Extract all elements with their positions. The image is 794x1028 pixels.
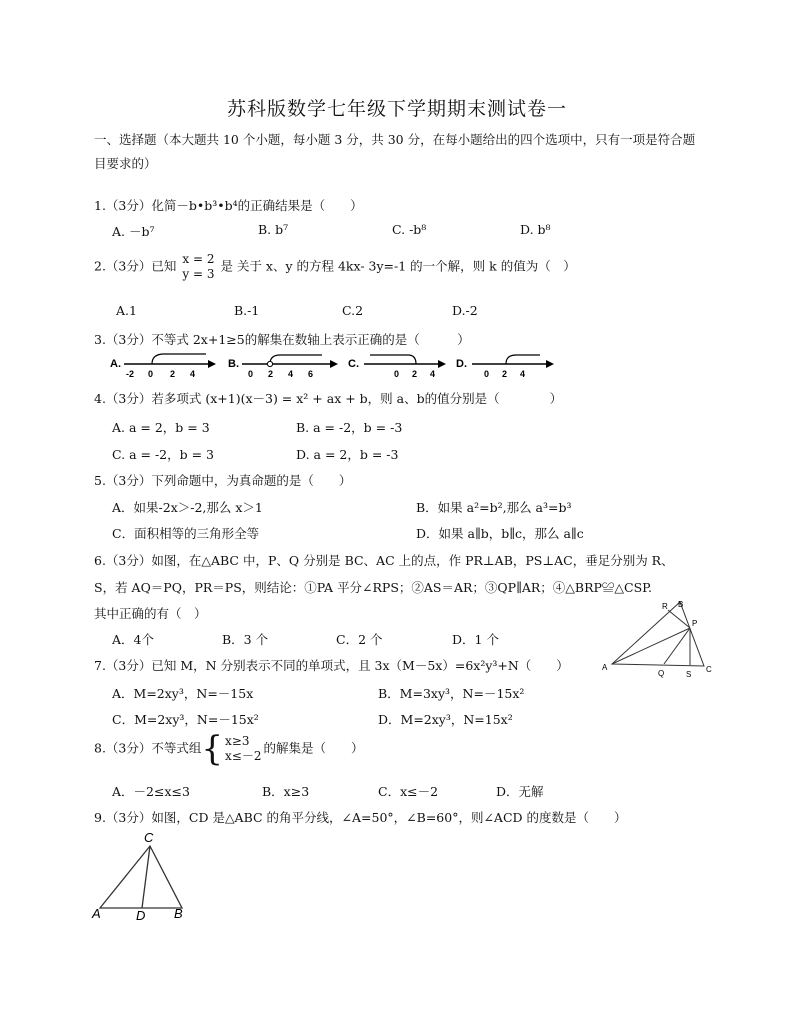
q6-triangle-figure — [598, 598, 718, 682]
q8-option-d: D．无解 — [496, 784, 544, 799]
q3-d-arrow — [546, 360, 554, 368]
q2-option-a: A.1 — [116, 303, 137, 318]
q6-label-s: S — [686, 670, 692, 679]
q3-a-solution-ray — [152, 354, 206, 364]
q3-c-arrow — [438, 360, 446, 368]
q3-a-arrow — [208, 360, 216, 368]
question-8-stem — [94, 729, 364, 769]
q3-b-endpoint — [267, 361, 272, 366]
q7-option-a: A．M=2xy³，N=－15x — [112, 686, 254, 701]
q2-option-d: D.-2 — [452, 303, 478, 318]
q3-b-tick-3: 4 — [288, 369, 294, 379]
q5-option-b: B．如果 a²=b²,那么 a³=b³ — [416, 500, 572, 515]
q3-c-label: C. — [348, 358, 359, 370]
q6-label-q: Q — [658, 669, 665, 678]
q3-c-tick-1: 0 — [394, 369, 400, 379]
question-3-stem: 3.（3分）不等式 2x+1≥5的解集在数轴上表示正确的是（ ） — [94, 332, 470, 347]
q1-option-c: C. -b⁸ — [392, 222, 427, 237]
q3-c-tick-3: 4 — [430, 369, 436, 379]
q2-equation-2: y = 3 — [182, 267, 215, 281]
q3-c-solution-ray — [370, 355, 416, 364]
q4-option-b: B. a = -2，b = -3 — [296, 420, 403, 435]
q6-label-a: A — [602, 663, 608, 672]
q3-d-solution-ray — [506, 355, 540, 364]
q6-label-r: R — [662, 602, 668, 611]
question-1-stem: 1.（3分）化简－b•b³•b⁴的正确结果是（ ） — [94, 198, 363, 213]
q6-option-c: C．2 个 — [336, 632, 383, 647]
q7-option-c: C．M=2xy³，N=－15x² — [112, 712, 259, 727]
q9-label-c: C — [144, 830, 154, 845]
q4-option-c: C. a = -2，b = 3 — [112, 447, 214, 462]
q3-a-tick-4: 4 — [190, 369, 196, 379]
page-title: 苏科版数学七年级下学期期末测试卷一 — [226, 98, 567, 120]
q8-inequality-2: x≤－2 — [225, 749, 262, 763]
q2-rest: 是 关于 x、y 的方程 4kx- 3y=-1 的一个解，则 k 的值为（ ） — [220, 258, 576, 274]
question-9-stem: 9.（3分）如图，CD 是△ABC 的角平分线，∠A=50°，∠B=60°，则∠ACD 的度数是（ ） — [94, 810, 627, 825]
q8-brace: { — [201, 729, 224, 769]
section-heading: 一、选择题（本大题共 10 个小题，每小题 3 分，共 30 分，在每小题给出的四个选项中，只有一项是符合题目要求的） — [94, 132, 696, 171]
q6-label-b: B — [678, 600, 684, 609]
q3-d-label: D. — [456, 358, 467, 370]
q9-label-b: B — [174, 906, 183, 921]
q3-b-solution-ray — [270, 355, 322, 364]
question-7-stem: 7.（3分）已知 M，N 分别表示不同的单项式，且 3x（M－5x）=6x²y³+N（ ） — [94, 658, 569, 673]
question-4-stem: 4.（3分）若多项式 (x+1)(x－3) = x² + ax + b，则 a、b的值分别是（ ） — [94, 391, 563, 406]
q3-d-tick-1: 0 — [484, 369, 490, 379]
q3-b-tick-4: 6 — [308, 369, 314, 379]
q2-number: 2.（3分）已知 — [94, 258, 177, 274]
q3-c-tick-2: 2 — [412, 369, 418, 379]
q1-option-a: A. －b⁷ — [112, 224, 155, 239]
q3-a-tick-1: -2 — [126, 369, 135, 379]
q7-option-d: D．M=2xy³，N=15x² — [378, 712, 513, 727]
q2-equation-1: x = 2 — [182, 252, 215, 266]
q8-inequality-1: x≥3 — [225, 734, 250, 748]
q1-option-d: D. b⁸ — [520, 222, 551, 237]
q3-b-tick-1: 0 — [248, 369, 254, 379]
q8-number: 8.（3分）不等式组 — [94, 740, 202, 756]
q3-number-lines — [108, 350, 568, 380]
q9-label-a: A — [92, 906, 101, 921]
q4-option-a: A. a = 2，b = 3 — [112, 420, 210, 435]
q6-option-d: D．1 个 — [452, 632, 499, 647]
q5-option-a: A．如果-2x＞-2,那么 x＞1 — [112, 500, 263, 515]
q3-b-arrow — [330, 360, 338, 368]
q3-a-tick-3: 2 — [170, 369, 176, 379]
q2-option-b: B.-1 — [234, 303, 260, 318]
q3-b-label: B. — [228, 358, 239, 370]
q6-option-b: B．3 个 — [222, 632, 269, 647]
q5-option-c: C．面积相等的三角形全等 — [112, 526, 260, 541]
question-6-line-2: S，若 AQ＝PQ，PR＝PS，则结论：①PA 平分∠RPS；②AS＝AR；③QP∥AR；④△BRP≌△CSP. — [94, 580, 653, 595]
q8-option-b: B．x≥3 — [262, 784, 310, 799]
q6-segment-pq — [664, 628, 690, 664]
q3-b-tick-2: 2 — [268, 369, 274, 379]
q9-label-d: D — [136, 908, 146, 923]
q9-triangle-abc — [100, 846, 182, 908]
question-2-stem — [94, 252, 576, 282]
q6-label-c: C — [706, 665, 712, 674]
q9-triangle-figure — [88, 828, 198, 924]
q6-option-a: A．4个 — [112, 632, 154, 647]
question-6-line-3: 其中正确的有（ ） — [94, 606, 207, 621]
q2-equation-system — [182, 252, 214, 282]
q6-label-p: P — [692, 619, 698, 628]
q8-rest: 的解集是（ ） — [263, 740, 364, 756]
q7-option-b: B．M=3xy³，N=－15x² — [378, 686, 525, 701]
q3-d-tick-2: 2 — [502, 369, 508, 379]
q3-d-tick-3: 4 — [520, 369, 526, 379]
question-6-line-1: 6.（3分）如图，在△ABC 中，P、Q 分别是 BC、AC 上的点，作 PR⊥AB，PS⊥AC，垂足分别为 R、 — [94, 553, 674, 568]
q4-option-d: D. a = 2，b = -3 — [296, 447, 399, 462]
q8-option-a: A．－2≤x≤3 — [112, 784, 190, 799]
q3-a-tick-2: 0 — [148, 369, 154, 379]
q6-segment-ap — [612, 628, 690, 664]
q8-option-c: C．x≤－2 — [378, 784, 439, 799]
q1-option-b: B. b⁷ — [258, 222, 289, 237]
question-5-stem: 5.（3分）下列命题中，为真命题的是（ ） — [94, 473, 352, 488]
q2-option-c: C.2 — [342, 303, 364, 318]
q5-option-d: D．如果 a∥b，b∥c，那么 a∥c — [416, 526, 584, 541]
q3-a-label: A. — [110, 358, 121, 370]
q8-inequality-system — [225, 734, 261, 764]
